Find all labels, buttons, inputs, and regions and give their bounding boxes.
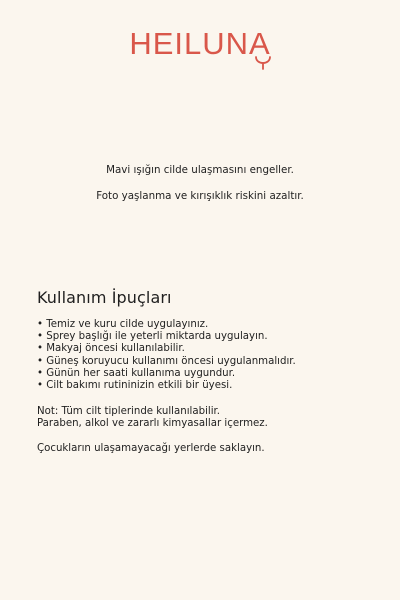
list-item: • Makyaj öncesi kullanılabilir.	[37, 343, 185, 355]
note-line-2: Paraben, alkol ve zararlı kimyasallar içermez.	[37, 418, 268, 429]
intro-line-1: Mavi ışığın cilde ulaşmasını engeller.	[106, 164, 294, 176]
note-line-3: Çocukların ulaşamayacağı yerlerde saklayın.	[37, 443, 265, 454]
brand-name: HEILUNA	[129, 26, 271, 61]
list-item: • Günün her saati kullanıma uygundur.	[37, 367, 236, 379]
brand-logo	[0, 28, 400, 59]
list-item: • Sprey başlığı ile yeterli miktarda uygulayın.	[37, 331, 268, 343]
list-item: • Temiz ve kuru cilde uygulayınız.	[37, 319, 209, 330]
intro-line-2: Foto yaşlanma ve kırışıklık riskini azaltır.	[96, 190, 304, 202]
note-line-1: Not: Tüm cilt tiplerinde kullanılabilir.	[37, 406, 221, 417]
list-item: • Güneş koruyucu kullanımı öncesi uygulanmalıdır.	[37, 355, 296, 367]
tips-list	[37, 319, 296, 392]
drop-smile-icon	[253, 56, 273, 70]
list-item: • Cilt bakımı rutininizin etkili bir üyesi.	[37, 380, 233, 392]
section-title: Kullanım İpuçları	[37, 288, 172, 307]
